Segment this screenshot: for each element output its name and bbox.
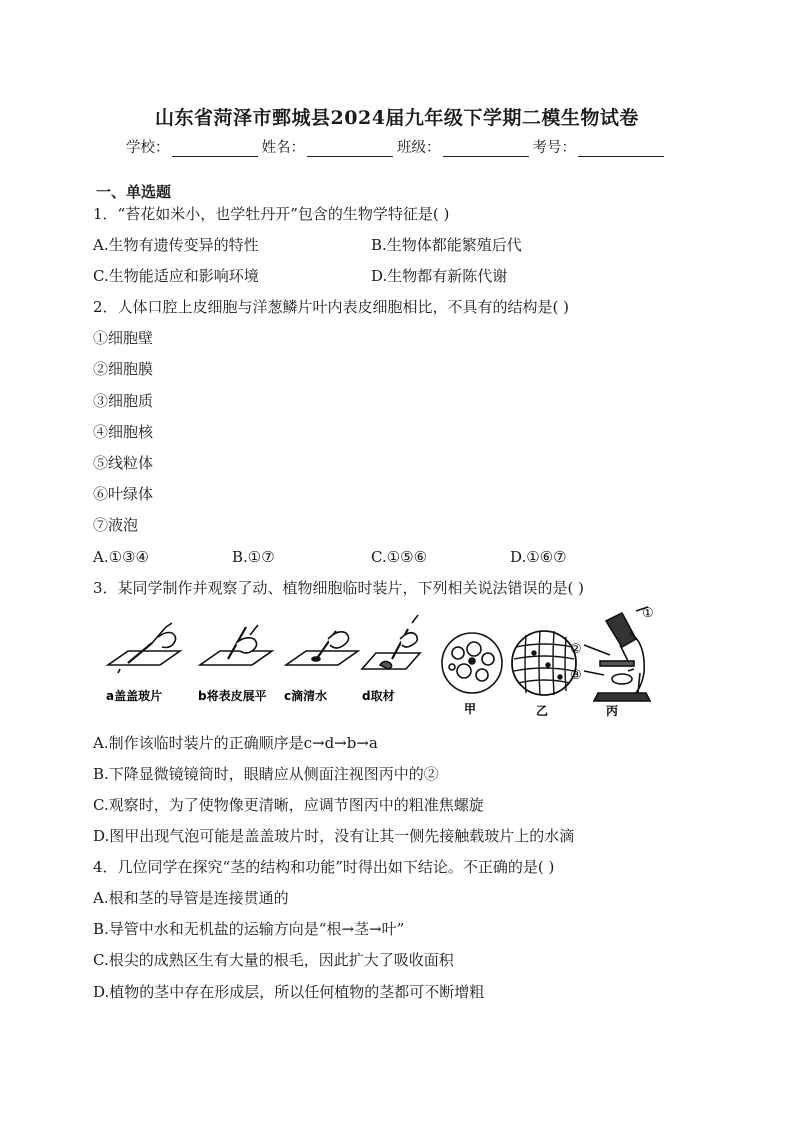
name-label: 姓名： (261, 140, 305, 156)
question-3-figure (100, 603, 666, 723)
question-4-stem: 4．几位同学在探究“茎的结构和功能”时得出如下结论。不正确的是( ) (93, 858, 555, 876)
question-3-option-a: A.制作该临时装片的正确顺序是c→d→b→a (93, 734, 378, 752)
question-1-option-b: B.生物体都能繁殖后代 (371, 236, 522, 254)
question-2-item: ④细胞核 (93, 423, 154, 441)
step-c-label: c滴清水 (284, 689, 328, 703)
exam-no-field[interactable] (533, 136, 665, 157)
page-title: 山东省菏泽市鄄城县2024届九年级下学期二模生物试卷 (155, 107, 639, 129)
question-2-option-a: A.①③④ (93, 548, 149, 566)
step-d-label: d取材 (362, 689, 395, 703)
question-2-item: ⑦液泡 (93, 516, 139, 534)
class-field[interactable] (397, 136, 529, 157)
view-bing-label: 丙 (606, 704, 619, 718)
question-4-option-b: B.导管中水和无机盐的运输方向是“根→茎→叶” (93, 920, 405, 938)
question-2-item: ②细胞膜 (93, 360, 154, 378)
question-2-item: ⑥叶绿体 (93, 485, 154, 503)
question-1-option-c: C.生物能适应和影响环境 (93, 267, 259, 285)
question-2-stem: 2．人体口腔上皮细胞与洋葱鳞片叶内表皮细胞相比，不具有的结构是( ) (93, 298, 570, 316)
question-2-item: ①细胞壁 (93, 329, 154, 347)
view-jia-illustration (442, 633, 502, 693)
question-2-item: ⑤线粒体 (93, 454, 154, 472)
name-blank[interactable] (307, 140, 393, 157)
question-4-option-d: D.植物的茎中存在形成层，所以任何植物的茎都可不断增粗 (93, 983, 485, 1001)
question-1-option-a: A.生物有遗传变异的特性 (93, 236, 259, 254)
step-b-label: b将表皮展平 (198, 689, 267, 703)
school-blank[interactable] (172, 140, 258, 157)
exam-no-blank[interactable] (578, 140, 664, 157)
step-c-illustration (286, 631, 358, 665)
question-4-option-a: A.根和茎的导管是连接贯通的 (93, 889, 289, 907)
section-title: 一、单选题 (96, 183, 172, 201)
question-3-option-b: B.下降显微镜镜筒时，眼睛应从侧面注视图丙中的② (93, 765, 439, 783)
view-jia-label: 甲 (464, 702, 477, 716)
question-2-item: ③细胞质 (93, 392, 154, 410)
question-3-option-c: C.观察时，为了使物像更清晰，应调节图丙中的粗准焦螺旋 (93, 796, 484, 814)
step-a-label: a盖盖玻片 (106, 689, 163, 703)
question-2-option-b: B.①⑦ (232, 548, 275, 566)
step-a-illustration (108, 623, 180, 673)
step-b-illustration (200, 625, 272, 665)
school-field[interactable] (126, 136, 258, 157)
class-blank[interactable] (443, 140, 529, 157)
question-3-option-d: D.图甲出现气泡可能是盖盖玻片时，没有让其一侧先接触载玻片上的水滴 (93, 827, 575, 845)
view-yi-illustration (512, 631, 576, 695)
question-1-option-d: D.生物都有新陈代谢 (371, 267, 508, 285)
marker-3: ③ (570, 668, 582, 683)
student-info-row (0, 136, 794, 157)
question-4-option-c: C.根尖的成熟区生有大量的根毛，因此扩大了吸收面积 (93, 951, 454, 969)
marker-1: ① (642, 606, 654, 621)
marker-2: ② (570, 642, 582, 657)
question-1-stem: 1．“苔花如米小，也学牡丹开”包含的生物学特征是( ) (93, 205, 450, 223)
question-2-option-d: D.①⑥⑦ (510, 548, 567, 566)
step-d-illustration (362, 615, 420, 669)
microscope-illustration (584, 607, 650, 701)
class-label: 班级： (397, 140, 441, 156)
exam-no-label: 考号： (532, 140, 576, 156)
question-2-option-c: C.①⑤⑥ (371, 548, 428, 566)
school-label: 学校： (126, 140, 170, 156)
question-3-stem: 3．某同学制作并观察了动、植物细胞临时装片，下列相关说法错误的是( ) (93, 579, 585, 597)
view-yi-label: 乙 (536, 704, 549, 718)
name-field[interactable] (262, 136, 394, 157)
